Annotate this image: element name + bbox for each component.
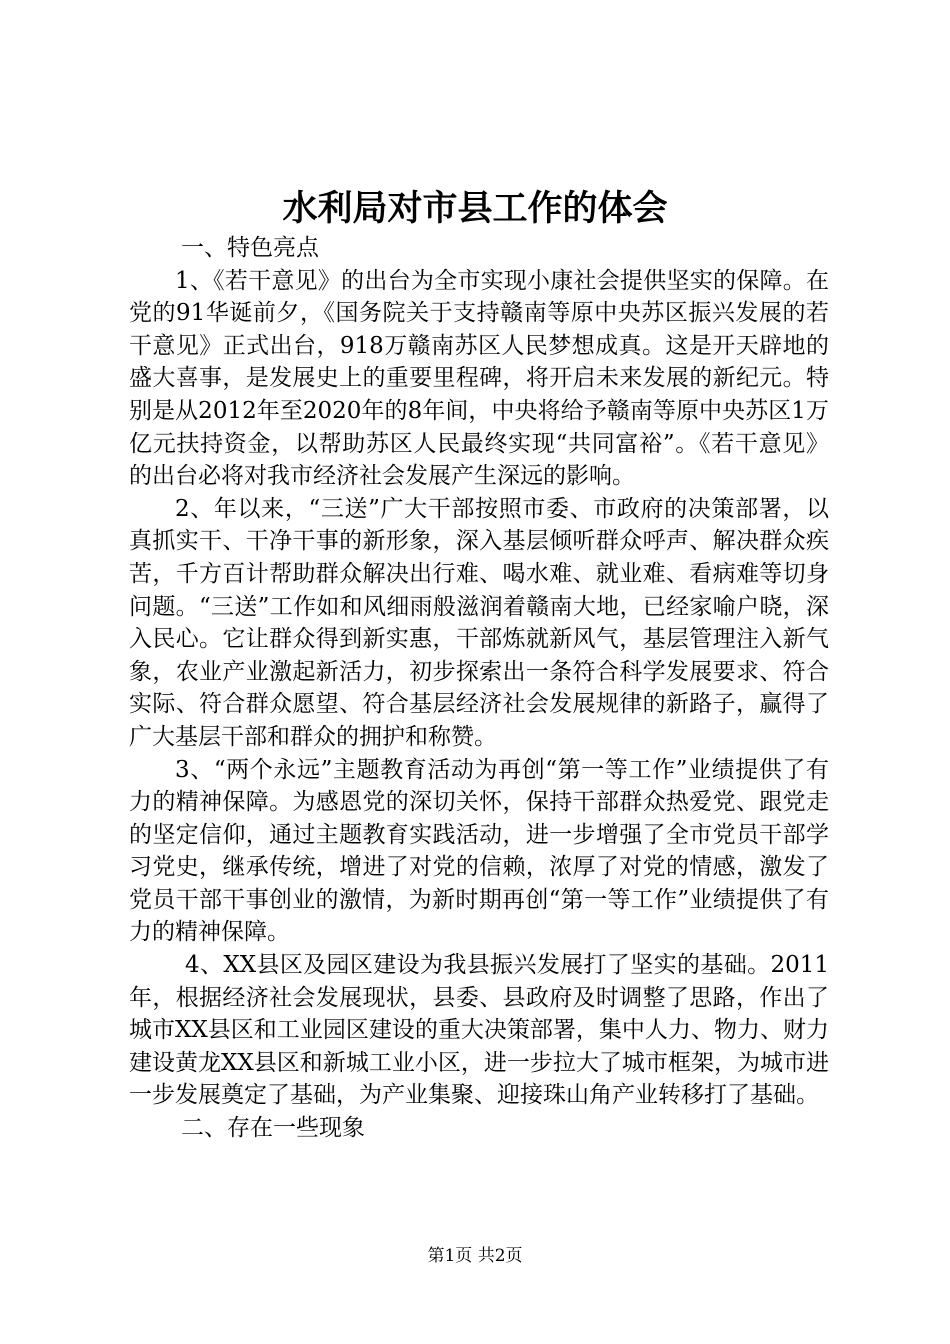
page-footer: 第1页 共2页 [427, 1246, 523, 1266]
document-title: 水利局对市县工作的体会 [282, 188, 668, 229]
paragraph-3: 3、“两个永远”主题教育活动为再创“第一等工作”业绩提供了有力的精神保障。为感恩党的深切关怀，保持干部群众热爱党、跟党走的坚定信仰，通过主题教育实践活动，进一步增强了全市党员干部学习党史，继承传统，增进了对党的信赖，浓厚了对党的情感，激发了党员干部干事创业的激情，为新时期再创“第一等工作”业绩提供了有力的精神保障。 [129, 756, 829, 946]
paragraph-4: 4、XX县区及园区建设为我县振兴发展打了坚实的基础。2011年，根据经济社会发展现状，县委、县政府及时调整了思路，作出了城市XX县区和工业园区建设的重大决策部署，集中人力、物力、财力建设黄龙XX县区和新城工业小区，进一步拉大了城市框架，为城市进一步发展奠定了基础，为产业集聚、迎接珠山角产业转移打了基础。 [129, 952, 829, 1109]
section-heading-issues: 二、存在一些现象 [181, 1115, 365, 1142]
paragraph-1: 1、《若干意见》的出台为全市实现小康社会提供坚实的保障。在党的91华诞前夕，《国务院关于支持赣南等原中央苏区振兴发展的若干意见》正式出台，918万赣南苏区人民梦想成真。这是开天辟地的盛大喜事，是发展史上的重要里程碑，将开启未来发展的新纪元。特别是从2012年至2020年的8年间，中央将给予赣南等原中央苏区1万亿元扶持资金，以帮助苏区人民最终实现“共同富裕”。《若干意见》的出台必将对我市经济社会发展产生深远的影响。 [129, 267, 829, 490]
paragraph-2: 2、年以来，“三送”广大干部按照市委、市政府的决策部署，以真抓实干、干净干事的新形象，深入基层倾听群众呼声、解决群众疾苦，千方百计帮助群众解决出行难、喝水难、就业难、看病难等切身问题。“三送”工作如和风细雨般滋润着赣南大地，已经家喻户晓，深入民心。它让群众得到新实惠，干部炼就新风气，基层管理注入新气象，农业产业激起新活力，初步探索出一条符合科学发展要求、符合实际、符合群众愿望、符合基层经济社会发展规律的新路子，赢得了广大基层干部和群众的拥护和称赞。 [129, 495, 829, 750]
section-heading-highlights: 一、特色亮点 [181, 235, 319, 261]
document-body [129, 232, 829, 1145]
